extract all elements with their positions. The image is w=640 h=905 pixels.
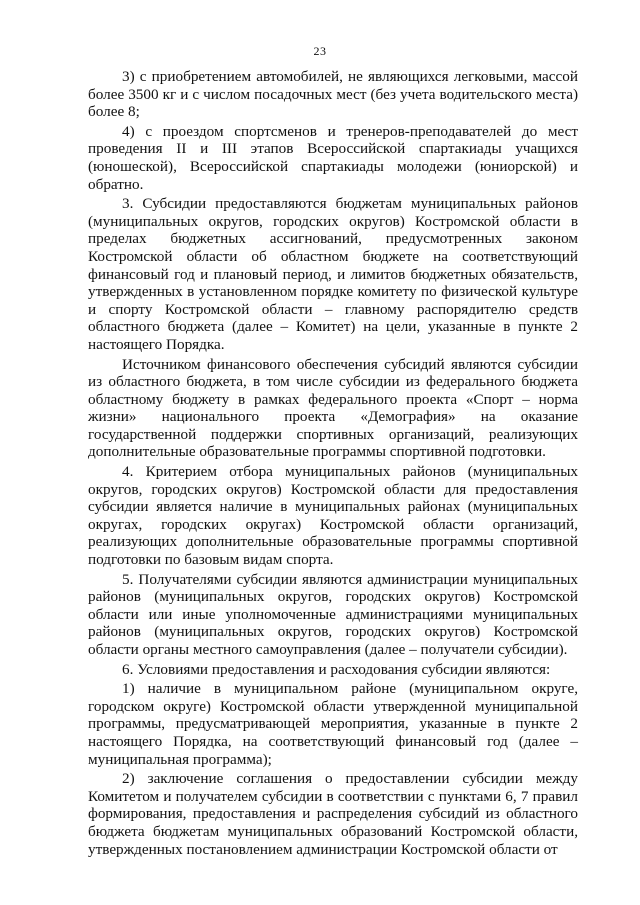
- paragraph-section-3-subsidies: 3. Субсидии предоставляются бюджетам муниципальных районов (муниципальных округов, городских округов) Костромской области в пределах бюджетных ассигнований, предусмотренных законом Костромской области об областном бюджете на соответствующий финансовый год и плановый период, и лимитов бюджетных обязательств, утвержденных в установленном порядке комитету по физической культуре и спорту Костромской области – главному распорядителю средств областного бюджета (далее – Комитет) на цели, указанные в пункте 2 настоящего Порядка.: [88, 195, 578, 353]
- paragraph-section-4-criteria: 4. Критерием отбора муниципальных районов (муниципальных округов, городских округов) Костромской области для предоставления субсидии является наличие в муниципальных районах (муниципальных округах, городских округах) Костромской области организаций, реализующих дополнительные образовательные программы спортивной подготовки по базовым видам спорта.: [88, 463, 578, 569]
- paragraph-item-4-travel: 4) с проездом спортсменов и тренеров-преподавателей до мест проведения II и III этапов Всероссийской спартакиады учащихся (юношеской), Всероссийской спартакиады молодежи (юниорской) и обратно.: [88, 122, 578, 193]
- paragraph-financing-source: Источником финансового обеспечения субсидий являются субсидии из областного бюджета, в том числе субсидии из федерального бюджета областному бюджету в рамках федерального проекта «Спорт – норма жизни» национального проекта «Демография» на оказание государственной поддержки спортивных организаций, реализующих дополнительные образовательные программы спортивной подготовки.: [88, 355, 578, 461]
- paragraph-item-3-vehicles: 3) с приобретением автомобилей, не являющихся легковыми, массой более 3500 кг и с числом посадочных мест (без учета водительского места) более 8;: [88, 68, 578, 121]
- paragraph-condition-2-agreement: 2) заключение соглашения о предоставлении субсидии между Комитетом и получателем субсидии в соответствии с пунктами 6, 7 правил формирования, предоставления и распределения субсидий из областного бюджета бюджетам муниципальных образований Костромской области, утвержденных постановлением администрации Костромской области от: [88, 770, 578, 858]
- document-body: [88, 68, 578, 858]
- paragraph-section-5-recipients: 5. Получателями субсидии являются администрации муниципальных районов (муниципальных округов, городских округов) Костромской области или иные уполномоченные администрациями муниципальных районов (муниципальных округов, городских округов) Костромской области органы местного самоуправления (далее – получатели субсидии).: [88, 570, 578, 658]
- paragraph-condition-1-program: 1) наличие в муниципальном районе (муниципальном округе, городском округе) Костромской области утвержденной муниципальной программы, предусматривающей мероприятия, указанные в пункте 2 настоящего Порядка, на соответствующий финансовый год (далее – муниципальная программа);: [88, 680, 578, 768]
- paragraph-section-6-conditions: 6. Условиями предоставления и расходования субсидии являются:: [122, 660, 551, 678]
- page-number: 23: [313, 44, 327, 58]
